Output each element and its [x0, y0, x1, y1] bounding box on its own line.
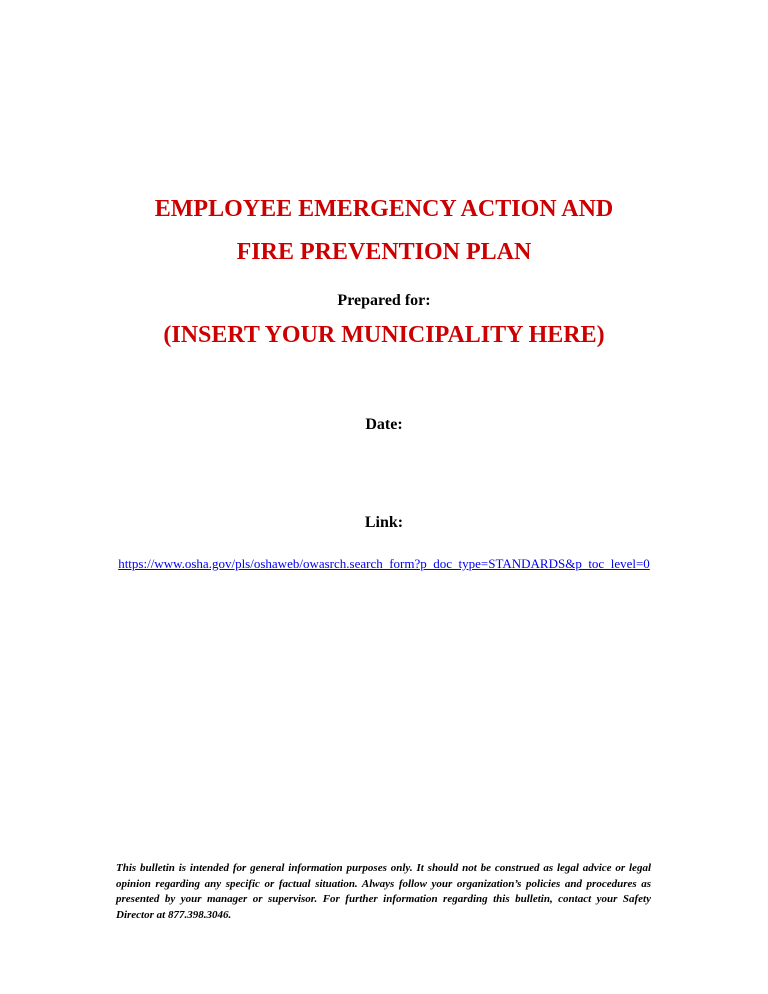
document-title-line-1: EMPLOYEE EMERGENCY ACTION AND — [154, 196, 614, 222]
prepared-for-label: Prepared for: — [337, 292, 431, 309]
document-title-line-2: FIRE PREVENTION PLAN — [236, 239, 532, 265]
osha-standards-link[interactable]: https://www.osha.gov/pls/oshaweb/owasrch.search_form?p_doc_type=STANDARDS&p_toc_level=0 — [118, 556, 650, 571]
date-label: Date: — [365, 416, 403, 433]
disclaimer-text: This bulletin is intended for general information purposes only. It should not be construed as legal advice or legal opinion regarding any specific or factual situation. Always follow your organization’s policies and procedures as presented by your manager or supervisor. For further information regarding this bulletin, contact your Safety Director at 877.398.3046. — [116, 862, 651, 921]
municipality-placeholder: (INSERT YOUR MUNICIPALITY HERE) — [163, 322, 605, 348]
link-url-container — [0, 556, 768, 572]
link-label: Link: — [364, 514, 404, 531]
